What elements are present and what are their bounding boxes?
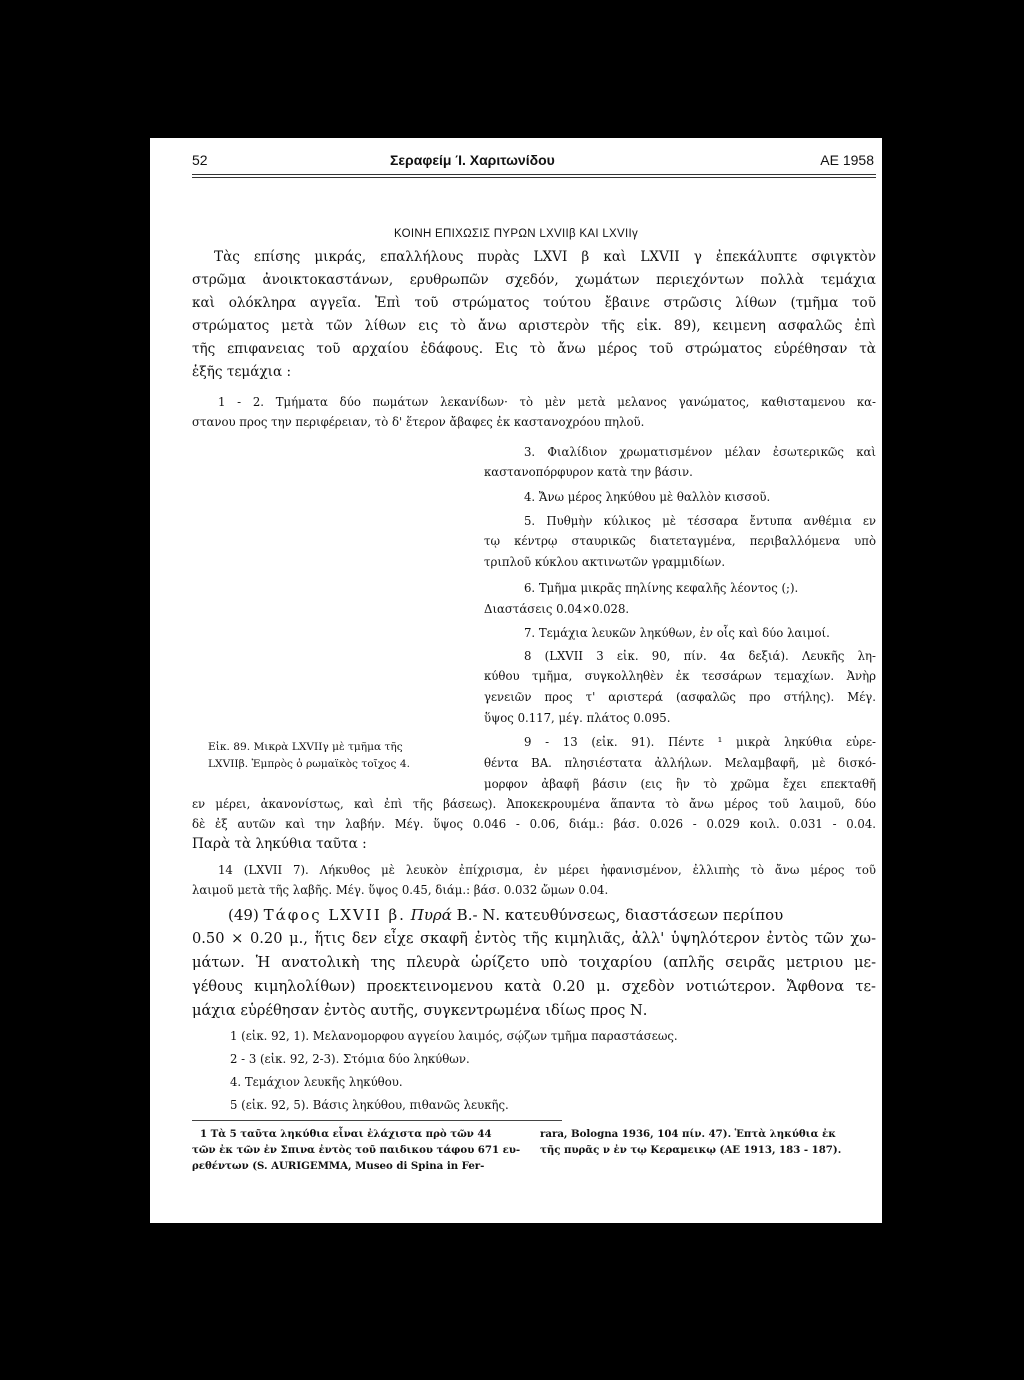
paragraph-line: Τὰς επίσης μικράς, επαλλήλους πυρὰς LXVI β καὶ LXVII γ ἐπεκάλυπτε σφιγκτὸν <box>214 249 876 265</box>
entry-line: κύθου τμῆμα, συγκολληθὲν ἐκ τεσσάρων τεμαχίων. Ἀνὴρ <box>484 669 876 683</box>
paragraph-line: μάχια εὑρέθησαν ἐντὸς αυτῆς, συγκεντρωμένα ιδίως προς Ν. <box>192 1002 648 1019</box>
tomb-item: 1 (εἰκ. 92, 1). Μελανομορφου αγγείου λαιμός, σῴζων τμῆμα παραστάσεως. <box>230 1029 678 1043</box>
footnote-line: τῆς πυρᾶς ν ἐν τῳ Κεραμεικῳ (ΑΕ 1913, 183 - 187). <box>540 1144 842 1156</box>
item-line: λαιμοῦ μετὰ τῆς λαβῆς. Μέγ. ὕψος 0.45, διάμ.: βάσ. 0.032 ὤμων 0.04. <box>192 883 609 897</box>
footnote-line: ρεθέντων (S. AURIGEMMA, Museo di Spina in Fer- <box>192 1160 485 1172</box>
journal-reference: ΑΕ 1958 <box>820 152 874 168</box>
entry-line: γενειῶν προς τ' αριστερά (ασφαλῶς προ στήλης). Μέγ. <box>484 690 876 704</box>
header-rule-top <box>192 174 876 175</box>
paragraph-line: Παρὰ τὰ ληκύθια ταῦτα : <box>192 836 367 852</box>
entry-line: καστανοπόρφυρον κατὰ την βάσιν. <box>484 465 693 479</box>
paragraph-line: στρώματος μετὰ τῶν λίθων εις τὸ ἄνω αριστερὸν τῆς εἰκ. 89), κειμενη ασφαλῶς ἐπὶ <box>192 318 876 334</box>
running-author: Σεραφείμ Ί. Χαριτωνίδου <box>390 152 555 168</box>
tomb-label: Τάφος LXVII β. <box>263 906 406 924</box>
tomb-item: 5 (εἰκ. 92, 5). Βάσις ληκύθου, πιθανῶς λευκῆς. <box>230 1098 509 1112</box>
footnote-line: τῶν ἐκ τῶν ἐν Σπινα ἐντὸς τοῦ παιδικου τάφου 671 ευ- <box>192 1144 521 1156</box>
entry-line: ὕψος 0.117, μέγ. πλάτος 0.095. <box>484 711 671 725</box>
entry-line: Διαστάσεις 0.04×0.028. <box>484 602 630 616</box>
item-line: στανου προς την περιφέρειαν, τὸ δ' ἕτερον ἄβαφες ἐκ καστανοχρόου πηλοῦ. <box>192 415 645 429</box>
tomb-number: (49) <box>228 906 259 924</box>
entry-line: 9 - 13 (εἰκ. 91). Πέντε ¹ μικρὰ ληκύθια εὑρε- <box>524 735 876 749</box>
paragraph-line: ἑξῆς τεμάχια : <box>192 364 292 380</box>
caption-line: LXVIIβ. Ἐμπρὸς ὁ ρωμαϊκὸς τοῖχος 4. <box>208 758 410 770</box>
page-number: 52 <box>192 152 208 168</box>
paragraph-line: καὶ ολόκληρα αγγεῖα. Ἐπὶ τοῦ στρώματος τούτου ἔβαινε στρῶσις λίθων (τμῆμα τοῦ <box>192 295 876 311</box>
entry-line: 7. Τεμάχια λευκῶν ληκύθων, ἐν οἷς καὶ δύο λαιμοί. <box>524 626 830 640</box>
entry-line: 4. Ἄνω μέρος ληκύθου μὲ θαλλὸν κισσοῦ. <box>524 490 771 504</box>
paragraph-line: εν μέρει, ἀκανονίστως, καὶ ἐπὶ τῆς βάσεως). Ἀποκεκρουμένα ἅπαντα τὸ ἄνω μέρος τοῦ λαιμοῦ, δύο <box>192 797 876 811</box>
tomb-type: Πυρά <box>410 906 452 924</box>
paragraph-line: γέθους κιμηλολίθων) προεκτεινομενου κατὰ 0.20 μ. σχεδὸν νοτιώτερον. Ἄφθονα τε- <box>192 978 876 995</box>
tomb-heading <box>228 906 783 924</box>
tomb-item: 4. Τεμάχιον λευκῆς ληκύθου. <box>230 1075 403 1089</box>
paragraph-line: στρῶμα ἀνοικτοκαστάνων, ερυθρωπῶν σχεδόν, χωμάτων περιεχόντων πολλὰ τεμάχια <box>192 272 876 288</box>
entry-line: 8 (LXVII 3 εἰκ. 90, πίν. 4α δεξιά). Λευκῆς λη- <box>524 649 876 663</box>
entry-line: τῳ κέντρῳ σταυρικῶς διατεταγμένα, περιβαλλόμενα υπὸ <box>484 534 876 548</box>
footnote-rule <box>192 1120 562 1121</box>
entry-line: 5. Πυθμὴν κύλικος μὲ τέσσαρα ἔντυπα ανθέμια εν <box>524 514 876 528</box>
paragraph-line: τῆς επιφανειας τοῦ αρχαίου ἐδάφους. Εις τὸ ἄνω μέρος τοῦ στρώματος εὑρέθησαν τὰ <box>192 341 876 357</box>
entry-line: 6. Τμῆμα μικρᾶς πηλίνης κεφαλῆς λέοντος (;). <box>524 581 799 595</box>
paragraph-line: μάτων. Ἡ ανατολικὴ της πλευρὰ ὡρίζετο υπὸ τοιχαρίου (απλῆς σειρᾶς μετριου με- <box>192 954 876 971</box>
running-subtitle: ΚΟΙΝΗ ΕΠΙΧΩΣΙΣ ΠΥΡΩΝ LXVIIβ ΚΑΙ LXVIIγ <box>394 228 638 240</box>
caption-line: Εἰκ. 89. Μικρὰ LXVIIγ μὲ τμῆμα τῆς <box>208 741 403 753</box>
footnote-line: rara, Bologna 1936, 104 πίν. 47). Ἑπτὰ ληκύθια ἐκ <box>540 1128 836 1140</box>
entry-line: θέντα ΒΑ. πλησιέστατα ἀλλήλων. Μελαμβαφῆ, μὲ δισκό- <box>484 756 876 770</box>
entry-line: 3. Φιαλίδιον χρωματισμένον μέλαν ἐσωτερικῶς καὶ <box>524 445 876 459</box>
tomb-heading-text: Β.- Ν. κατευθύνσεως, διαστάσεων περίπου <box>456 906 784 924</box>
entry-line: τριπλοῦ κύκλου ακτινωτῶν γραμμιδίων. <box>484 555 726 569</box>
document-page <box>150 138 882 1223</box>
paragraph-line: δὲ ἐξ αυτῶν καὶ την λαβήν. Μέγ. ὕψος 0.046 - 0.06, διάμ.: βάσ. 0.026 - 0.029 κοιλ. 0.031 - 0.04. <box>192 817 876 831</box>
item-line: 1 - 2. Τμήματα δύο πωμάτων λεκανίδων· τὸ μὲν μετὰ μελανος γανώματος, καθισταμενου κα- <box>218 395 876 409</box>
item-line: 14 (LXVII 7). Λήκυθος μὲ λευκὸν ἐπίχρισμα, ἐν μέρει ἠφανισμένον, ἐλλιπὴς τὸ ἄνω μέρος τοῦ <box>218 863 876 877</box>
paragraph-line: 0.50 × 0.20 μ., ἥτις δεν εἶχε σκαφῆ ἐντὸς τῆς κιμηλιᾶς, ἀλλ' ὑψηλότερον ἐντὸς τῶν χω- <box>192 930 876 947</box>
header-rule-bottom <box>192 177 876 178</box>
entry-line: μορφον ἀβαφῆ βάσιν (εις ἣν τὸ χρῶμα ἔχει επεκταθῆ <box>484 777 876 791</box>
tomb-item: 2 - 3 (εἰκ. 92, 2-3). Στόμια δύο ληκύθων. <box>230 1052 470 1066</box>
footnote-line: 1 Τὰ 5 ταῦτα ληκύθια εἶναι ἐλάχιστα πρὸ τῶν 44 <box>200 1128 492 1140</box>
